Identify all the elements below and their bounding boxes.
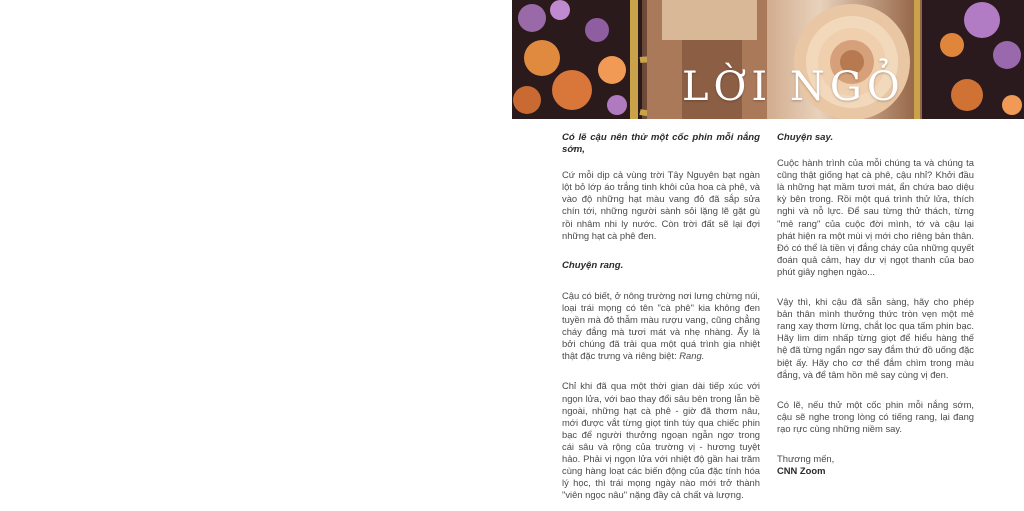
section-heading-say: Chuyện say. (777, 132, 834, 143)
right-page (512, 0, 1024, 511)
rang-paragraph-2: Chỉ khi đã qua một thời gian dài tiếp xúc với ngọn lửa, với bao thay đổi sâu bên trong lẫn bề ngoài, những hạt cà phê - giờ đã thơm nâu, mới được vắt từng giọt tinh túy qua chiếc phin bạc để người thưởng ngoạn ngẫn ngơ trong cái sâu và rộng của trường vị - hương tuyệt hảo. Phải vị ngọn lửa với nhiệt độ gần hai trăm cùng hàng loạt các biến động của đặc tính hóa lý học, thì trái mọng ngày nào mới trở thành "viên ngọc nâu" nặng đầy cả chất và lượng. (562, 380, 760, 501)
left-text-column (562, 132, 760, 501)
say-paragraph-3: Có lẽ, nếu thử một cốc phin mỗi nắng sớm, cậu sẽ nghe trong lòng có tiếng rang, lại đang rạo rực cùng những niềm say. (777, 398, 974, 434)
say-paragraph-2: Vậy thì, khi cậu đã sẵn sàng, hãy cho phép bản thân mình thưởng thức tròn vẹn một mẻ rang xay thơm lừng, chắt lọc qua tấm phin bạc. Hãy lim dim nhấp từng giọt để hiểu hàng thế hệ đã từng ngẩn ngơ say đắm thứ đồ uống đặc biệt ấy. Hãy cho cơ thể đắm chìm trong màu đắng, và để tâm hồn mê say cùng vị đen. (777, 296, 974, 380)
rang-paragraph (562, 290, 760, 363)
say-paragraph: Cuộc hành trình của mỗi chúng ta và chúng ta cũng thật giống hạt cà phê, cậu nhỉ? Khởi đầu là những hạt mầm tươi mát, ẩn chứa bao diệu kỳ bên trong. Rồi một quá trình thử lửa, thích nghi và nỗ lực. Để sau từng thử thách, từng "mẻ rang" của cuộc đời mình, tớ và cậu lại phát hiện ra một mùi vị mới cho riêng bản thân. Đó có thể là tiền vị đắng cháy của những quyết đoán quả cảm, hay dư vị ngọt thanh của bao phút giây nghẹn ngào... (777, 157, 974, 277)
right-text-column (777, 132, 974, 477)
section-heading-rang: Chuyện rang. (562, 259, 624, 271)
intro-heading: Có lẽ cậu nên thử một cốc phin mỗi nắng sớm, (562, 132, 760, 156)
page-title: LỜI NGỎ (682, 64, 905, 110)
signature: CNN Zoom (777, 465, 826, 477)
sign-off: Thương mến, (777, 452, 835, 464)
hero-banner (512, 0, 1024, 119)
rang-paragraph-text: Cậu có biết, ở nông trường nơi lưng chừng núi, loại trái mọng có tên "cà phê" kia không đen tuyền mà đỏ thẫm màu rượu vang, cũng chẳng cháy đắng mà tươi mát và nhẹ nhàng. Ấy là bởi chúng đã trải qua một quá trình gia nhiệt thật đặc trưng và riêng biệt: (562, 289, 760, 362)
intro-paragraph: Cứ mỗi dịp cả vùng trời Tây Nguyên bạt ngàn lột bỏ lớp áo trắng tinh khôi của hoa cà phê, và vào độ những hạt màu vang đỏ đã sắp sửa chín tới, những người sành sỏi lặng lẽ gặt gù rồi nhâm nhi ly nước. Còn trời đất sẽ lại đợi những hạt cà phê đen. (562, 169, 760, 241)
rang-italic-word: Rang. (679, 350, 705, 362)
